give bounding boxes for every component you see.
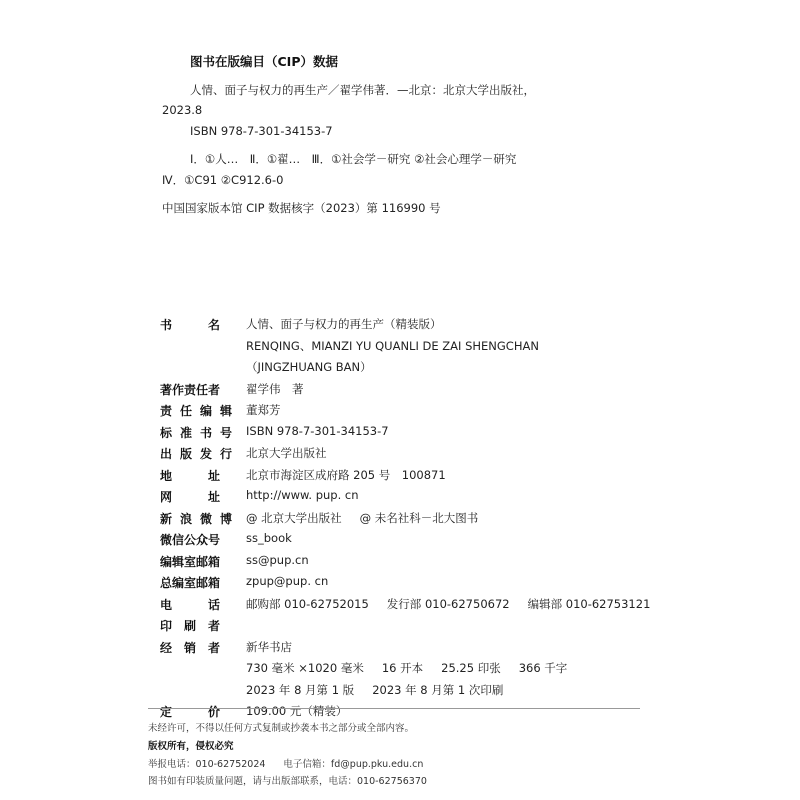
editor: 董郑芳 [246, 403, 281, 417]
book-specs [246, 660, 567, 676]
isbn: ISBN 978-7-301-34153-7 [246, 423, 389, 438]
publication-info [160, 316, 760, 725]
quality-contact: 图书如有印装质量问题，请与出版部联系，电话：010-62756370 [148, 776, 427, 787]
edition-info [246, 682, 503, 698]
printer-label: 印 刷 者 [160, 619, 220, 633]
info-row-printer [160, 617, 760, 639]
phone-mail-order: 邮购部 010-62752015 [246, 596, 369, 611]
publisher-label: 出 版 发 行 [160, 447, 232, 461]
website-label: 网 址 [160, 490, 220, 504]
phone-distribution: 发行部 010-62750672 [386, 596, 510, 611]
cip-verification: 中国国家版本馆 CIP 数据核字（2023）第 116990 号 [162, 201, 441, 215]
author-label: 著作责任者 [160, 382, 221, 397]
info-row-weibo [160, 510, 760, 532]
price-label: 定 价 [160, 705, 220, 719]
report-email: 电子信箱：fd@pup.pku.edu.cn [283, 759, 424, 770]
wechat: ss_book [246, 531, 292, 545]
publisher: 北京大学出版社 [246, 446, 327, 460]
rights-reserved: 版权所有，侵权必究 [148, 741, 234, 752]
isbn-label: 标 准 书 号 [160, 425, 232, 440]
address: 北京市海淀区成府路 205 号 100871 [246, 467, 446, 482]
info-row-pinyin-edition [160, 359, 760, 381]
edition: 2023 年 8 月第 1 版 [246, 682, 355, 697]
wechat-label: 微信公众号 [160, 533, 221, 547]
weibo-label: 新 浪 微 博 [160, 511, 232, 526]
info-row-general-email [160, 574, 760, 596]
cip-title: 图书在版编目（CIP）数据 [190, 54, 338, 69]
spec-wordcount: 366 千字 [518, 661, 568, 675]
weibo-account-2: @ 未名社科－北大图书 [359, 510, 479, 525]
info-row-book-title [160, 316, 760, 338]
spec-format: 730 毫米 ×1020 毫米 [246, 661, 364, 675]
book-title: 人情、面子与权力的再生产（精装版） [246, 317, 442, 331]
copy-notice: 未经许可，不得以任何方式复制或抄袭本书之部分或全部内容。 [148, 723, 415, 734]
author: 翟学伟 著 [246, 381, 304, 396]
distributor: 新华书店 [246, 639, 292, 654]
book-title-pinyin-edition: （JINGZHUANG BAN） [246, 360, 372, 374]
general-email-label: 总编室邮箱 [160, 576, 221, 590]
info-row-wechat [160, 531, 760, 553]
book-title-label: 书 名 [160, 318, 220, 332]
book-title-pinyin: RENQING、MIANZI YU QUANLI DE ZAI SHENGCHAN [246, 338, 539, 353]
phone-label: 电 话 [160, 597, 220, 612]
info-row-isbn [160, 424, 760, 446]
cip-subjects: Ⅰ．①人… Ⅱ．①翟… Ⅲ．①社会学－研究 ②社会心理学－研究 [190, 152, 517, 166]
info-row-editor [160, 402, 760, 424]
spec-sheets: 25.25 印张 [441, 661, 501, 675]
address-label: 地 址 [160, 468, 220, 483]
info-row-specs [160, 660, 760, 682]
info-row-pinyin [160, 338, 760, 360]
cip-date: 2023.8 [162, 103, 203, 117]
info-row-author [160, 381, 760, 403]
editorial-email-label: 编辑室邮箱 [160, 554, 221, 569]
info-row-editorial-email [160, 553, 760, 575]
cip-bibliographic-line: 人情、面子与权力的再生产／翟学伟著．—北京：北京大学出版社， [190, 83, 535, 97]
website: http://www. pup. cn [246, 488, 359, 502]
info-row-phone [160, 596, 760, 618]
info-row-distributor [160, 639, 760, 661]
phone-editorial: 编辑部 010-62753121 [527, 596, 651, 611]
weibo-accounts [246, 510, 478, 526]
editorial-email: ss@pup.cn [246, 552, 309, 567]
cip-isbn: ISBN 978-7-301-34153-7 [190, 124, 333, 138]
weibo-account-1: @ 北京大学出版社 [246, 510, 342, 525]
general-email: zpup@pup. cn [246, 574, 329, 588]
info-row-address [160, 467, 760, 489]
editor-label: 责 任 编 辑 [160, 404, 232, 418]
info-row-publisher [160, 445, 760, 467]
cip-classification: Ⅳ．①C91 ②C912.6-0 [162, 173, 284, 187]
info-row-website [160, 488, 760, 510]
spec-size: 16 开本 [381, 661, 424, 675]
distributor-label: 经 销 者 [160, 640, 220, 655]
report-phone: 举报电话：010-62752024 [148, 759, 266, 770]
footer-divider [148, 708, 640, 709]
report-contacts [148, 756, 423, 770]
price: 109.00 元（精装） [246, 704, 348, 718]
info-row-edition [160, 682, 760, 704]
printing: 2023 年 8 月第 1 次印刷 [372, 682, 504, 697]
phone-numbers [246, 596, 650, 612]
